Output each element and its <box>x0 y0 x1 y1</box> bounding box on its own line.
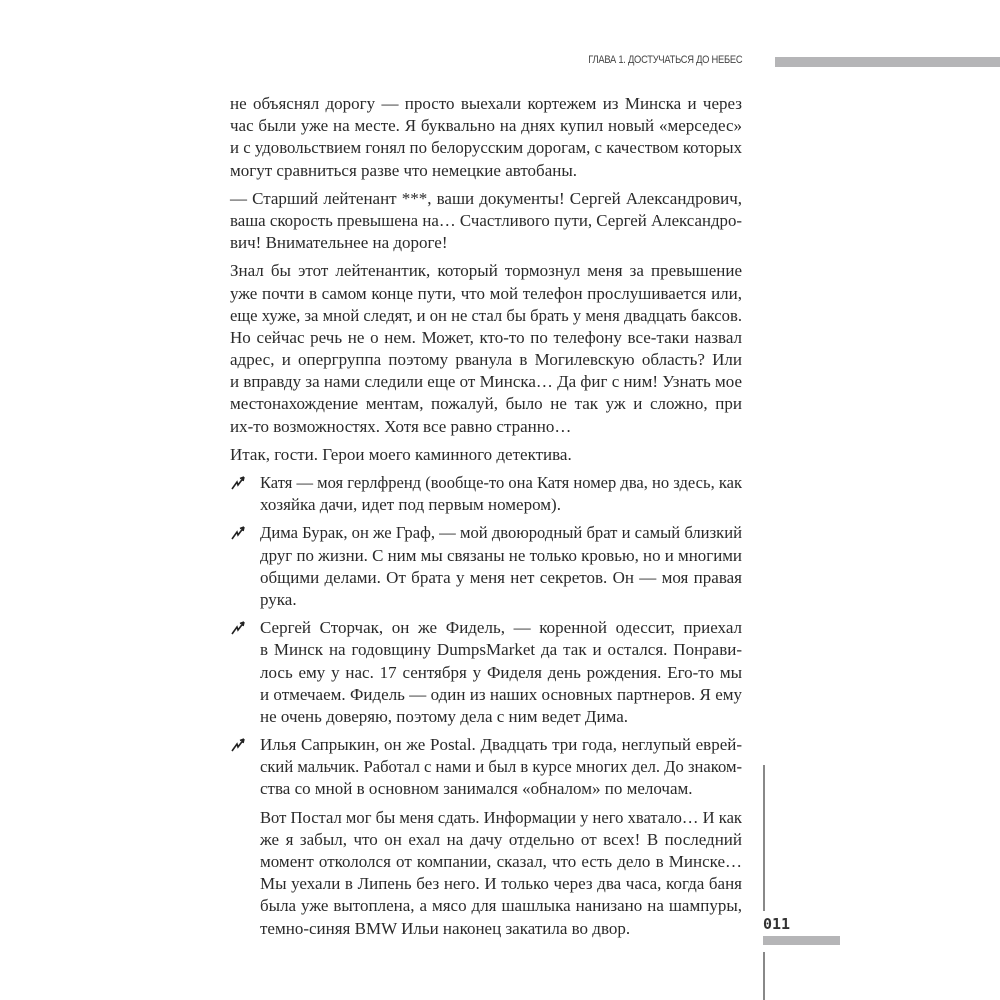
text-line: их-то возможностях. Хотя все равно странно… <box>230 416 572 436</box>
paragraph <box>230 188 742 255</box>
paragraph <box>260 807 742 940</box>
text-line: Знал бы этот лейтенантик, который тормознул меня за превышение <box>230 261 742 281</box>
text-line: Катя — моя герлфренд (вообще-то она Катя номер два, но здесь, как <box>260 473 742 492</box>
text-line: друг по жизни. С ним мы связаны не только кровью, но и многими <box>260 545 742 565</box>
lightning-bullet-icon <box>231 738 245 752</box>
text-line: могут сравниться разве что немецкие автобаны. <box>230 160 578 180</box>
text-line: не очень доверяю, поэтому дела с ним ведет Дима. <box>260 706 629 726</box>
text-line: Но сейчас речь не о нем. Может, кто-то по телефону все-таки назвал <box>230 327 742 347</box>
text-line: ства со мной в основном занимался «обналом» по мелочам. <box>260 779 693 799</box>
text-line: момент откололся от компании, сказал, что есть дело в Минске… <box>260 852 742 871</box>
text-line: ский мальчик. Работал с нами и был в курсе многих дел. До знаком- <box>260 757 742 777</box>
text-line: уже почти в самом конце пути, что мой телефон прослушивается или, <box>230 283 742 303</box>
lightning-bullet-icon <box>231 476 245 490</box>
bullet-item <box>260 472 742 516</box>
bullet-item <box>260 522 742 611</box>
paragraph <box>230 444 742 466</box>
text-line: Сергей Сторчак, он же Фидель, — коренной одессит, приехал <box>260 618 742 638</box>
text-line: же я забыл, что он ехал на дачу отдельно от всех! В последний <box>260 829 742 849</box>
header-bar <box>775 57 1000 67</box>
text-line: адрес, и опергруппа поэтому рванула в Могилевскую область? Или <box>230 350 742 370</box>
text-line: вич! Внимательнее на дороге! <box>230 233 448 253</box>
text-line: рука. <box>260 589 297 609</box>
text-line: ваша скорость превышена на… Счастливого пути, Сергей Александро- <box>230 210 742 230</box>
text-line: Вот Постал мог бы меня сдать. Информации у него хватало… И как <box>260 807 742 827</box>
page-number: 011 <box>763 915 791 933</box>
lightning-bullet-icon <box>231 621 245 635</box>
text-line: общими делами. От брата у меня нет секретов. Он — моя правая <box>260 567 742 587</box>
bullet-item <box>260 617 742 728</box>
paragraph <box>230 260 742 438</box>
running-header: ГЛАВА 1. ДОСТУЧАТЬСЯ ДО НЕБЕС <box>587 54 742 66</box>
text-line: еще хуже, за мной следят, и он не стал бы брать у меня двадцать баксов. <box>230 305 742 325</box>
paragraph <box>230 93 742 182</box>
margin-rule <box>763 952 765 1000</box>
text-line: Илья Сапрыкин, он же Postal. Двадцать три года, неглупый еврей- <box>260 735 742 755</box>
text-line: лось ему у нас. 17 сентября у Фиделя день рождения. Его-то мы <box>260 662 742 682</box>
bullet-item <box>260 734 742 801</box>
text-line: была уже вытоплена, а мясо для шашлыка нанизано на шампуры, <box>260 896 742 916</box>
lightning-bullet-icon <box>231 526 245 540</box>
text-line: Мы уехали в Липень без него. И только через два часа, когда баня <box>260 874 742 894</box>
text-column <box>230 93 742 946</box>
text-line: — Старший лейтенант ***, ваши документы! Сергей Александрович, <box>230 188 742 208</box>
text-line: и вправду за нами следили еще от Минска… Да фиг с ним! Узнать мое <box>230 372 742 392</box>
text-line: темно-синяя BMW Ильи наконец закатила во двор. <box>260 918 631 938</box>
text-line: и отмечаем. Фидель — один из наших основных партнеров. Я ему <box>260 684 742 704</box>
text-line: в Минск на годовщину DumpsMarket да так и остался. Понрави- <box>260 640 742 660</box>
text-line: час были уже на месте. Я буквально на днях купил новый «мерседес» <box>230 116 742 136</box>
text-line: и с удовольствием гонял по белорусским дорогам, с качеством которых <box>230 138 742 158</box>
text-line: Итак, гости. Герои моего каминного детектива. <box>230 444 572 464</box>
page-number-bar <box>763 936 840 945</box>
text-line: не объяснял дорогу — просто выехали кортежем из Минска и через <box>230 94 742 113</box>
text-line: местонахождение ментам, пожалуй, было не так уж и сложно, при <box>230 394 742 414</box>
text-line: Дима Бурак, он же Граф, — мой двоюродный брат и самый близкий <box>260 523 742 543</box>
margin-rule <box>763 765 765 911</box>
text-line: хозяйка дачи, идет под первым номером). <box>260 495 561 515</box>
